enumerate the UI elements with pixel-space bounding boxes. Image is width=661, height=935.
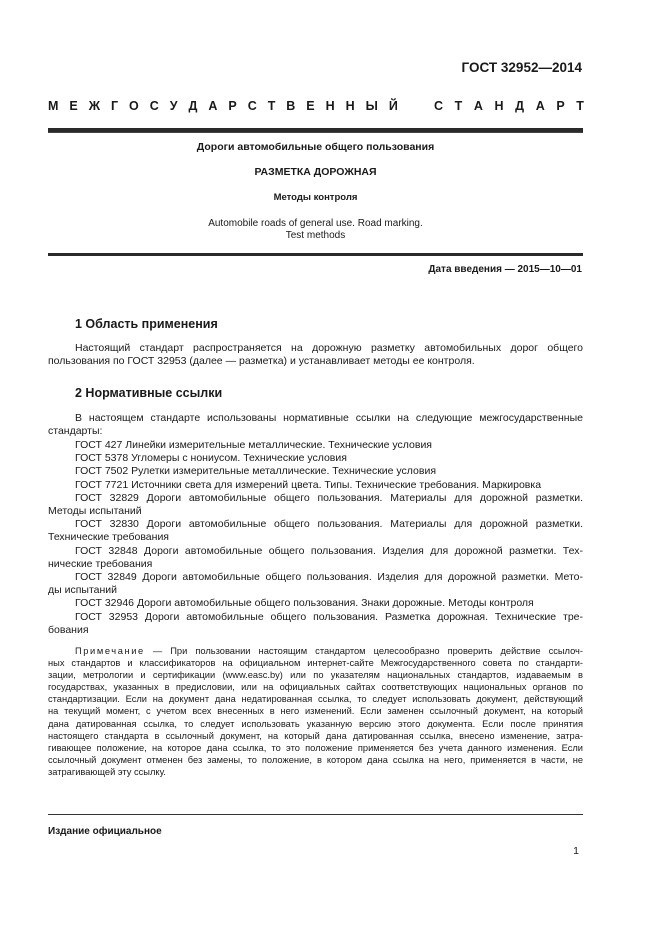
reference-item: ГОСТ 32946 Дороги автомобильные общего пользования. Знаки дорожные. Методы контроля [75,597,534,610]
title-english-line-1: Automobile roads of general use. Road marking. [208,218,423,229]
banner-letter: Р [228,99,237,113]
reference-item: ГОСТ 32829 Дороги автомобильные общего пользования. Материалы для дорожной разметки. [75,491,583,504]
banner-letter: Д [188,99,198,113]
banner-letter: Ж [88,99,101,113]
title-english-line-2: Test methods [285,230,346,241]
banner-letter: О [129,99,139,113]
introduction-date: Дата введения — 2015—10—01 [428,264,582,275]
section-2-intro-line: В настоящем стандарте использованы нормативные ссылки на следующие межгосударственные [75,412,583,424]
banner-letter: В [286,99,296,113]
banner-letter: Н [325,99,335,113]
reference-item: ГОСТ 32848 Дороги автомобильные общего пользования. Изделия для дорожной разметки. Тех- [75,544,583,557]
reference-item-continuation: нические требования [48,557,153,570]
reference-item-continuation: Технические требования [48,531,169,544]
note-line: стандартизации. Если на документ дана недатированная ссылка, то следует использовать документ, действующий [48,694,583,705]
note-text: — При пользовании настоящим стандартом целесообразно проверить действие ссылоч- [144,646,583,656]
note-line [48,645,583,657]
section-1-heading: 1 Область применения [75,317,218,331]
reference-item: ГОСТ 32830 Дороги автомобильные общего пользования. Материалы для дорожной разметки. [75,518,583,531]
normative-references-list [48,439,583,637]
section-2-heading: 2 Нормативные ссылки [75,386,223,400]
section-2-intro-line: стандарты: [48,425,103,438]
banner-letter: Г [110,99,119,113]
note-line: зации, метрологии и сертификации (www.easc.by) или по указателям национальных стандартов, издаваемым в [48,670,583,681]
banner-letter: Т [454,99,463,113]
title-bottom-rule [48,253,583,256]
banner-letter: Ы [365,99,378,113]
note-line: ссылочный документ отменен без замены, то положение, в котором дана ссылка на него, применяется в части, не [48,754,583,765]
note-label: Примечание [75,646,145,656]
section-1-body [48,342,583,368]
note-line: на текущий момент, с учетом всех внесенных в него изменений. Если заменен ссылочный документ, на который [48,706,583,717]
banner-letter: Е [306,99,315,113]
banner-letter: А [535,99,545,113]
note-line: дана датированная ссылка, то следует использовать указанную версию этого документа. Если после принятия [48,718,583,729]
interstate-standard-banner [48,99,584,113]
banner-letter: С [247,99,257,113]
note-line: государствах, указанных в предисловии, или на официальных сайтах соответствующих национальных органов по [48,682,583,693]
banner-letter: Р [556,99,565,113]
banner-letter: Н [345,99,355,113]
banner-letter: Н [494,99,504,113]
banner-letter: Е [69,99,78,113]
banner-letter: М [48,99,59,113]
banner-letter: А [473,99,483,113]
reference-item-continuation: бования [48,623,89,636]
title-subject: Дороги автомобильные общего пользования [196,141,435,153]
reference-item-continuation: ды испытаний [48,584,117,597]
page-number: 1 [573,845,579,857]
title-methods: Методы контроля [273,192,358,203]
reference-item: ГОСТ 7502 Рулетки измерительные металлические. Технические условия [75,465,437,478]
banner-letter: С [149,99,159,113]
section-1-line: Настоящий стандарт распространяется на дорожную разметку автомобильных дорог общего [75,342,583,354]
title-main: РАЗМЕТКА ДОРОЖНАЯ [254,166,377,178]
banner-letter: С [434,99,444,113]
note-block [48,645,583,778]
reference-item: ГОСТ 7721 Источники света для измерений цвета. Типы. Технические требования. Маркировка [75,478,542,491]
banner-letter: Д [515,99,525,113]
official-edition-label: Издание официальное [48,826,162,837]
note-line: ных стандартов и классификаторов на официальном интернет-сайте Межгосударственного совета по стандарти- [48,658,583,669]
document-code: ГОСТ 32952—2014 [461,60,582,75]
reference-item: ГОСТ 32849 Дороги автомобильные общего пользования. Изделия для дорожной разметки. Мето- [75,571,583,584]
banner-letter: Й [388,99,398,113]
header-thin-rule [48,132,583,133]
section-2-intro [48,412,583,438]
reference-item: ГОСТ 427 Линейки измерительные металлические. Технические условия [75,439,432,451]
footer-rule [48,814,583,815]
banner-letter: Т [267,99,276,113]
reference-item-continuation: Методы испытаний [48,505,142,518]
banner-letter: А [208,99,218,113]
reference-item: ГОСТ 5378 Угломеры с нониусом. Технические условия [75,452,347,465]
note-line: настоящего стандарта в ссылочный документ, на который дана датированная ссылка, внесено изменение, затра- [48,730,583,741]
section-1-line: пользования по ГОСТ 32953 (далее — разметка) и устанавливает методы ее контроля. [48,355,475,368]
reference-item: ГОСТ 32953 Дороги автомобильные общего пользования. Разметка дорожная. Технические тре- [75,610,583,623]
interstate-word-2 [434,99,584,113]
banner-letter: Т [576,99,584,113]
note-line: гивающее положение, на которое дана ссылка, то это положение применяется без учета данного изменения. Если [48,742,583,753]
note-line: затрагивающей эту ссылку. [48,766,166,777]
interstate-word-1 [48,99,398,113]
banner-letter: У [169,99,178,113]
